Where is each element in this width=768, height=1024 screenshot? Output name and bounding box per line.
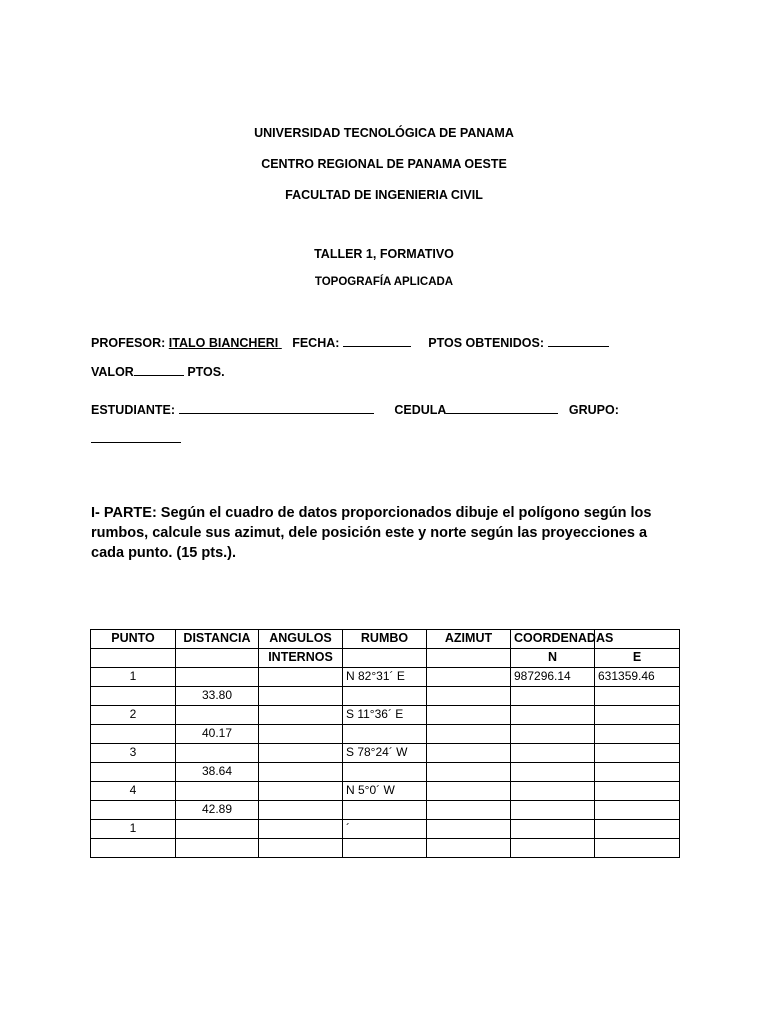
rumbo-cell — [343, 687, 427, 706]
punto-cell: 1 — [91, 820, 176, 839]
coord-e-cell — [595, 782, 680, 801]
coord-e-cell: 631359.46 — [595, 668, 680, 687]
table-header-row — [91, 630, 680, 649]
valor-units: PTOS. — [187, 365, 225, 379]
angulos-cell — [259, 725, 343, 744]
coord-e-cell — [595, 801, 680, 820]
punto-cell: 3 — [91, 744, 176, 763]
coord-e-cell — [595, 687, 680, 706]
rumbo-cell: S 11°36´ E — [343, 706, 427, 725]
distancia-cell — [176, 706, 259, 725]
regional-center-title: CENTRO REGIONAL DE PANAMA OESTE — [261, 157, 507, 171]
angulos-cell — [259, 801, 343, 820]
table-row — [91, 706, 680, 725]
coord-n-cell — [511, 782, 595, 801]
coord-e-cell — [595, 839, 680, 858]
azimut-cell — [427, 668, 511, 687]
valor-line — [91, 364, 225, 379]
course-title: TOPOGRAFÍA APLICADA — [314, 276, 454, 288]
table-row — [91, 668, 680, 687]
distancia-cell — [176, 782, 259, 801]
angulos-cell — [259, 706, 343, 725]
coord-e-cell: E — [595, 649, 680, 668]
part-text: Según el cuadro de datos proporcionados dibuje el polígono según los rumbos, calcule sus azimut, dele posición este y norte según las proyecciones a cada punto. (15 pts.). — [91, 505, 652, 561]
valor-blank[interactable] — [134, 364, 184, 376]
coord-n-cell — [511, 725, 595, 744]
punto-cell: 1 — [91, 668, 176, 687]
table-row — [91, 801, 680, 820]
coord-n-cell — [511, 763, 595, 782]
coord-n-cell: N — [511, 649, 595, 668]
fecha-blank[interactable] — [343, 335, 411, 347]
table-row — [91, 782, 680, 801]
punto-cell — [91, 763, 176, 782]
angulos-cell — [259, 668, 343, 687]
cedula-label: CEDULA — [394, 403, 447, 417]
punto-cell: 2 — [91, 706, 176, 725]
azimut-cell — [427, 763, 511, 782]
coord-e-cell — [595, 820, 680, 839]
workshop-title: TALLER 1, FORMATIVO — [314, 247, 454, 261]
azimut-cell — [427, 820, 511, 839]
table-row — [91, 820, 680, 839]
angulos-cell — [259, 839, 343, 858]
angulos-cell — [259, 744, 343, 763]
punto-cell — [91, 687, 176, 706]
part-label: I- PARTE: — [91, 505, 157, 521]
punto-cell — [91, 801, 176, 820]
table-row — [91, 839, 680, 858]
grupo-label: GRUPO: — [568, 403, 619, 417]
angulos-cell — [259, 687, 343, 706]
profesor-name: ITALO BIANCHERI — [168, 336, 279, 350]
distancia-cell — [176, 668, 259, 687]
distancia-cell — [176, 839, 259, 858]
coord-e-cell — [595, 706, 680, 725]
profesor-label: PROFESOR: — [91, 336, 166, 350]
punto-cell: PUNTO — [91, 630, 176, 649]
table-row — [91, 687, 680, 706]
table-subheader-row — [91, 649, 680, 668]
rumbo-cell — [343, 763, 427, 782]
rumbo-cell: RUMBO — [343, 630, 427, 649]
distancia-cell: 38.64 — [176, 763, 259, 782]
rumbo-cell: ´ — [343, 820, 427, 839]
table-row — [91, 763, 680, 782]
profesor-line — [91, 335, 609, 350]
distancia-cell — [176, 820, 259, 839]
coord-n-cell — [511, 687, 595, 706]
rumbo-cell — [343, 801, 427, 820]
rumbo-cell: N 5°0´ W — [343, 782, 427, 801]
faculty-title: FACULTAD DE INGENIERIA CIVIL — [285, 188, 483, 202]
part-one-instructions — [91, 503, 671, 563]
angulos-cell — [259, 763, 343, 782]
distancia-cell: 33.80 — [176, 687, 259, 706]
distancia-cell: DISTANCIA — [176, 630, 259, 649]
azimut-cell — [427, 744, 511, 763]
ptos-obtenidos-blank[interactable] — [548, 335, 609, 347]
azimut-cell — [427, 839, 511, 858]
azimut-cell: AZIMUT — [427, 630, 511, 649]
punto-cell — [91, 725, 176, 744]
grupo-line — [91, 431, 181, 446]
coord-n-cell — [511, 839, 595, 858]
coord-e-cell — [595, 744, 680, 763]
rumbo-cell: N 82°31´ E — [343, 668, 427, 687]
rumbo-cell: S 78°24´ W — [343, 744, 427, 763]
distancia-cell — [176, 744, 259, 763]
estudiante-label: ESTUDIANTE: — [91, 403, 176, 417]
coord-n-cell — [511, 706, 595, 725]
coord-n-cell: COORDENADAS — [511, 630, 595, 649]
angulos-cell — [259, 782, 343, 801]
coord-n-cell — [511, 801, 595, 820]
rumbo-cell — [343, 725, 427, 744]
punto-cell: 4 — [91, 782, 176, 801]
cedula-blank[interactable] — [446, 402, 558, 414]
angulos-cell — [259, 820, 343, 839]
azimut-cell — [427, 649, 511, 668]
distancia-cell — [176, 649, 259, 668]
coord-n-cell — [511, 820, 595, 839]
table-row — [91, 725, 680, 744]
rumbo-cell — [343, 649, 427, 668]
punto-cell — [91, 649, 176, 668]
coord-e-cell — [595, 763, 680, 782]
ptos-obtenidos-label: PTOS OBTENIDOS: — [428, 336, 545, 350]
distancia-cell: 40.17 — [176, 725, 259, 744]
coord-n-cell — [511, 744, 595, 763]
valor-label: VALOR — [91, 365, 134, 379]
azimut-cell — [427, 725, 511, 744]
azimut-cell — [427, 687, 511, 706]
estudiante-blank[interactable] — [179, 402, 374, 414]
punto-cell — [91, 839, 176, 858]
azimut-cell — [427, 801, 511, 820]
table-row — [91, 744, 680, 763]
university-title: UNIVERSIDAD TECNOLÓGICA DE PANAMA — [254, 126, 514, 140]
estudiante-line — [91, 402, 619, 417]
grupo-blank[interactable] — [91, 431, 181, 443]
fecha-label: FECHA: — [292, 336, 340, 350]
azimut-cell — [427, 706, 511, 725]
survey-data-table — [90, 629, 680, 858]
angulos-cell: ANGULOS — [259, 630, 343, 649]
coord-n-cell: 987296.14 — [511, 668, 595, 687]
azimut-cell — [427, 782, 511, 801]
angulos-cell: INTERNOS — [259, 649, 343, 668]
rumbo-cell — [343, 839, 427, 858]
coord-e-cell — [595, 725, 680, 744]
distancia-cell: 42.89 — [176, 801, 259, 820]
